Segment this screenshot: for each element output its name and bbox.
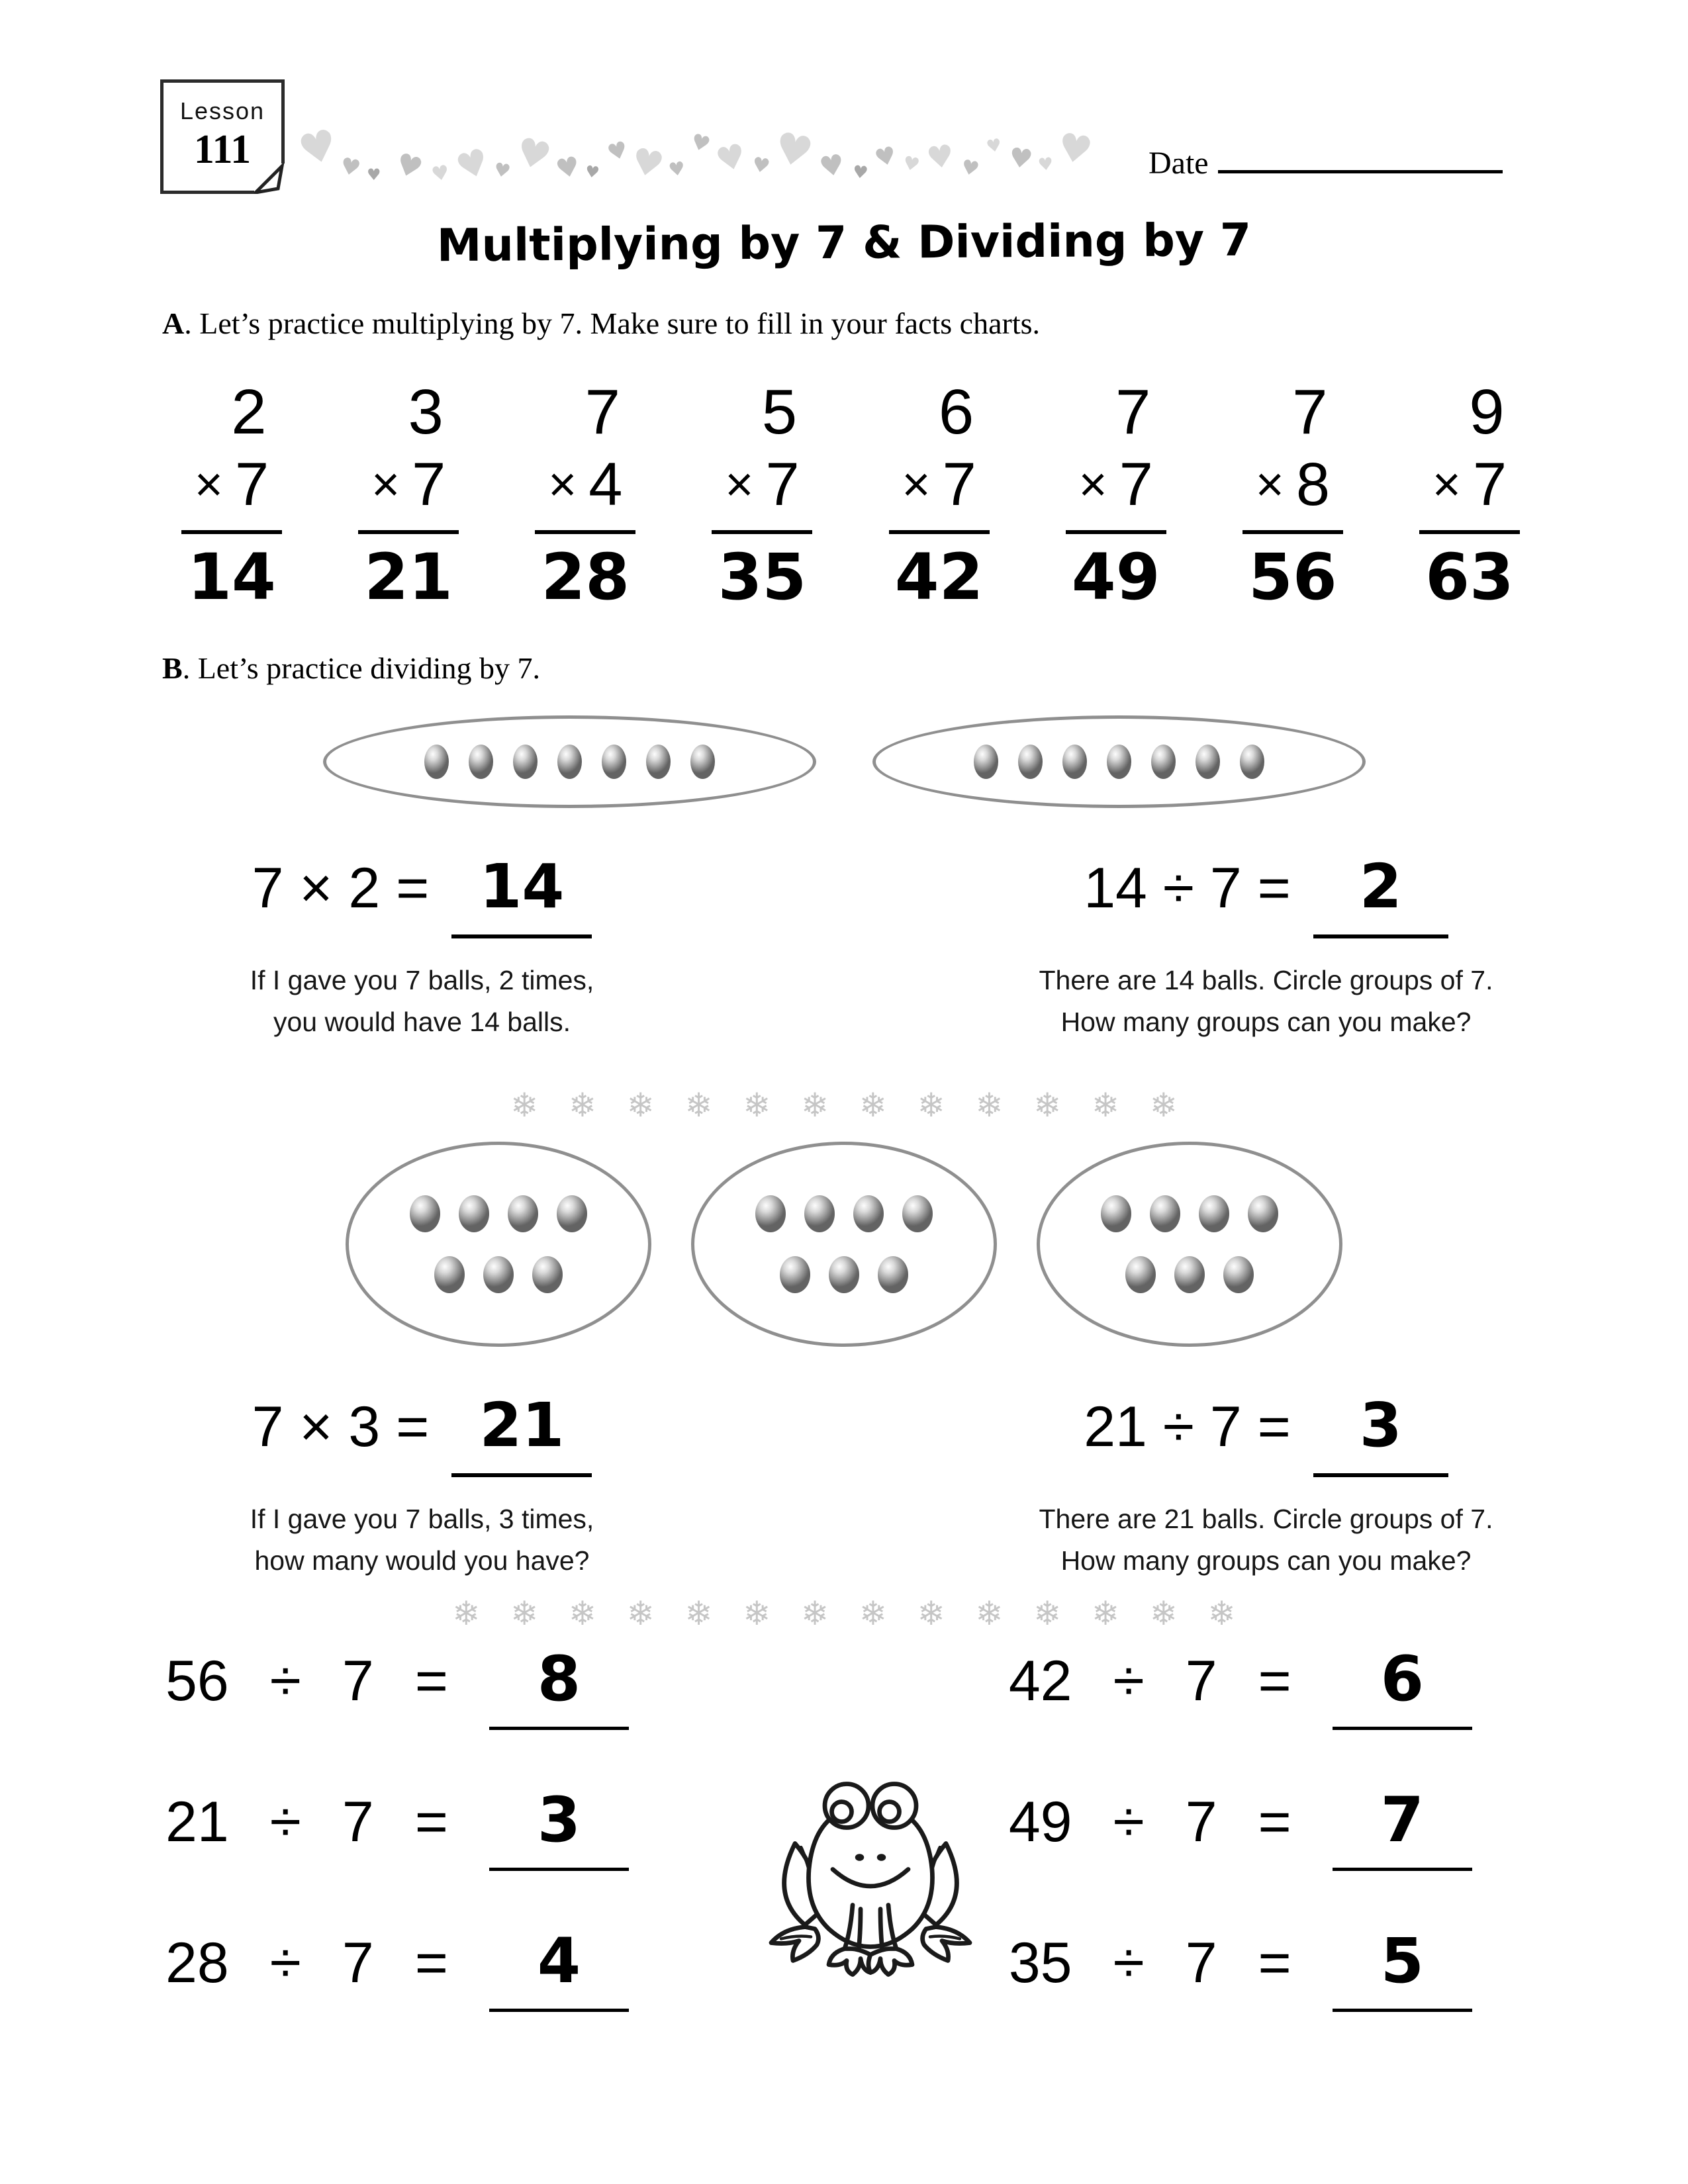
equals-sign: = <box>414 1931 448 1995</box>
multiplier: 7 <box>1119 450 1153 518</box>
group-of-7-balls <box>1037 1142 1342 1347</box>
equals-sign: = <box>414 1790 448 1854</box>
multiplication-problems-row <box>165 377 1536 614</box>
ball <box>602 745 626 779</box>
heart-icon: ♥ <box>1054 124 1096 174</box>
ball <box>1196 745 1220 779</box>
dividend: 35 <box>1008 1931 1072 1995</box>
heart-icon: ♥ <box>984 135 1004 158</box>
ball <box>690 745 715 779</box>
ball-row <box>755 1195 933 1232</box>
caption-line: How many groups can you make? <box>1060 1545 1472 1576</box>
multiplication-problem-3 <box>519 377 651 614</box>
ball <box>1240 745 1264 779</box>
heart-icon: ♥ <box>293 120 343 177</box>
date-field <box>1149 136 1503 181</box>
handwritten-answer[interactable]: 3 <box>489 1790 629 1871</box>
heart-icon: ♥ <box>924 137 957 177</box>
answer: 28 <box>541 540 630 615</box>
division-column-left <box>165 1643 732 2071</box>
times-sign: × <box>548 456 577 512</box>
ball <box>1150 1195 1180 1232</box>
ball <box>804 1195 835 1232</box>
heart-icon: ♥ <box>391 146 427 187</box>
heart-icon: ♥ <box>1037 154 1055 176</box>
equation-row-2 <box>0 1389 1688 1477</box>
multiplier-row <box>342 450 475 520</box>
lesson-label: Lesson <box>179 97 265 124</box>
ball <box>853 1195 884 1232</box>
ball <box>1062 745 1087 779</box>
ball <box>1199 1195 1229 1232</box>
ball <box>1248 1195 1278 1232</box>
ball <box>508 1195 538 1232</box>
group-of-7-balls <box>323 715 816 808</box>
heart-icon: ♥ <box>604 136 632 167</box>
answer-rule <box>889 530 990 534</box>
heart-icon: ♥ <box>688 128 714 158</box>
answer-rule <box>1243 530 1343 534</box>
multiplication-problem-8 <box>1403 377 1536 614</box>
ball <box>469 745 493 779</box>
caption-line: If I gave you 7 balls, 2 times, <box>250 964 594 995</box>
division-equation-2 <box>844 1389 1688 1477</box>
multiplier-row <box>696 450 828 520</box>
times-sign: × <box>1255 456 1284 512</box>
division-problem <box>1008 1643 1529 1730</box>
equation-row-1 <box>0 850 1688 938</box>
multiplier: 7 <box>412 450 446 518</box>
ball <box>424 745 449 779</box>
multiplicand: 2 <box>231 377 267 447</box>
handwritten-answer[interactable]: 7 <box>1333 1790 1472 1871</box>
lesson-number: 111 <box>193 127 252 172</box>
equals-sign: = <box>1258 1649 1291 1713</box>
multiplicand: 5 <box>761 377 798 447</box>
multiplier: 7 <box>765 450 800 518</box>
answer-rule <box>358 530 459 534</box>
equation-text: 21 ÷ 7 = <box>1084 1394 1291 1459</box>
answer: 35 <box>718 540 807 615</box>
section-b-heading <box>162 651 1529 686</box>
division-practice-grid <box>165 1643 1529 2071</box>
section-a-text: . Let’s practice multiplying by 7. Make sure to fill in your facts charts. <box>184 306 1041 340</box>
heart-icon: ♥ <box>430 160 451 187</box>
ball <box>1223 1256 1254 1293</box>
multiplication-problem-4 <box>696 377 828 614</box>
answer: 63 <box>1425 540 1514 615</box>
ball <box>1107 745 1131 779</box>
multiplication-equation-1 <box>0 850 844 938</box>
heart-icon: ♥ <box>511 128 556 181</box>
answer: 49 <box>1071 540 1160 615</box>
ball <box>532 1256 563 1293</box>
times-sign: × <box>1432 456 1461 512</box>
heart-icon: ♥ <box>492 158 512 183</box>
division-problem <box>1008 1925 1529 2012</box>
heart-icon: ♥ <box>667 157 687 181</box>
multiplier-row <box>1050 450 1182 520</box>
ball <box>755 1195 786 1232</box>
division-problem <box>165 1925 732 2012</box>
multiplication-problem-5 <box>873 377 1006 614</box>
multiplication-equation-2 <box>0 1389 844 1477</box>
heart-icon: ♥ <box>584 161 601 183</box>
equals-sign: = <box>1258 1931 1291 1995</box>
snowflake-divider-1: ❄ ❄ ❄ ❄ ❄ ❄ ❄ ❄ ❄ ❄ ❄ ❄ <box>510 1085 1178 1124</box>
equals-sign: = <box>1258 1790 1291 1854</box>
answer: 42 <box>894 540 984 615</box>
equals-sign: = <box>414 1649 448 1713</box>
group-of-7-balls <box>872 715 1366 808</box>
heart-icon: ♥ <box>872 141 900 173</box>
ball <box>829 1256 859 1293</box>
multiplication-caption-2 <box>0 1498 844 1582</box>
caption-line: How many groups can you make? <box>1060 1007 1472 1038</box>
equation-text: 7 × 2 = <box>252 856 430 920</box>
snowflake-divider-2: ❄ ❄ ❄ ❄ ❄ ❄ ❄ ❄ ❄ ❄ ❄ ❄ ❄ ❄ <box>452 1594 1236 1633</box>
multiplication-problem-6 <box>1050 377 1182 614</box>
heart-icon: ♥ <box>769 122 818 179</box>
answer: 56 <box>1248 540 1337 615</box>
caption-line: how many would you have? <box>254 1545 590 1576</box>
divisor: 7 <box>1185 1931 1217 1995</box>
heart-icon: ♥ <box>900 151 922 177</box>
division-column-right <box>1008 1643 1529 2071</box>
ball-row <box>1125 1256 1254 1293</box>
multiplicand: 9 <box>1469 377 1505 447</box>
ball <box>410 1195 440 1232</box>
handwritten-answer[interactable]: 4 <box>489 1931 629 2012</box>
answer-rule <box>535 530 635 534</box>
multiplier-row <box>1403 450 1536 520</box>
caption-line: If I gave you 7 balls, 3 times, <box>250 1503 594 1534</box>
ball-groups-row-1 <box>0 715 1688 808</box>
multiplier: 7 <box>942 450 976 518</box>
divisor: 7 <box>342 1790 374 1854</box>
multiplicand: 7 <box>585 377 620 447</box>
times-sign: × <box>371 456 400 512</box>
ball <box>483 1256 514 1293</box>
times-sign: × <box>902 456 931 512</box>
division-problem <box>1008 1784 1529 1871</box>
divisor: 7 <box>1185 1790 1217 1854</box>
section-a-letter: A <box>162 306 185 340</box>
caption-line: There are 21 balls. Circle groups of 7. <box>1039 1503 1493 1534</box>
equation-text: 7 × 3 = <box>252 1394 430 1459</box>
heart-icon: ♥ <box>628 139 668 187</box>
ball-row <box>410 1195 587 1232</box>
handwritten-answer[interactable]: 6 <box>1333 1649 1472 1730</box>
group-of-7-balls <box>346 1142 651 1347</box>
heart-icon: ♥ <box>338 152 363 183</box>
division-problem <box>165 1784 732 1871</box>
ball <box>1151 745 1176 779</box>
handwritten-answer[interactable]: 8 <box>489 1649 629 1730</box>
dividend: 21 <box>165 1790 229 1854</box>
ball <box>1174 1256 1205 1293</box>
handwritten-answer[interactable]: 5 <box>1333 1931 1472 2012</box>
handwritten-answer[interactable]: 2 <box>1313 856 1448 938</box>
answer: 14 <box>187 540 276 615</box>
ball <box>974 745 998 779</box>
frog-clipart <box>732 1649 1009 2071</box>
ball <box>878 1256 908 1293</box>
handwritten-answer[interactable]: 14 <box>451 856 592 938</box>
times-sign: × <box>725 456 754 512</box>
ball-row <box>1101 1195 1278 1232</box>
ball-row <box>434 1256 563 1293</box>
handwritten-answer[interactable]: 21 <box>451 1395 592 1477</box>
multiplier-row <box>873 450 1006 520</box>
divide-sign: ÷ <box>269 1790 301 1854</box>
ball <box>434 1256 465 1293</box>
division-caption-1 <box>844 960 1688 1044</box>
ball-groups-row-2 <box>0 1142 1688 1347</box>
lesson-number-box <box>160 79 285 194</box>
ball <box>780 1256 810 1293</box>
multiplier-row <box>519 450 651 520</box>
heart-icon: ♥ <box>367 165 381 184</box>
multiplier: 4 <box>588 450 623 518</box>
heart-icon: ♥ <box>712 136 751 181</box>
division-caption-2 <box>844 1498 1688 1582</box>
ball <box>1101 1195 1131 1232</box>
dividend: 56 <box>165 1649 229 1713</box>
answer: 21 <box>364 540 453 615</box>
ball <box>557 1195 587 1232</box>
answer-rule <box>1066 530 1166 534</box>
equation-text: 14 ÷ 7 = <box>1084 856 1291 920</box>
date-blank-line[interactable] <box>1218 136 1503 173</box>
multiplier: 7 <box>235 450 269 518</box>
dividend: 42 <box>1008 1649 1072 1713</box>
ball <box>902 1195 933 1232</box>
divisor: 7 <box>342 1649 374 1713</box>
ball <box>459 1195 489 1232</box>
group-of-7-balls <box>691 1142 997 1347</box>
section-a-heading <box>162 306 1529 341</box>
heart-icon: ♥ <box>750 152 772 179</box>
divide-sign: ÷ <box>1113 1790 1145 1854</box>
caption-line: There are 14 balls. Circle groups of 7. <box>1039 964 1493 995</box>
multiplication-caption-1 <box>0 960 844 1044</box>
multiplication-problem-2 <box>342 377 475 614</box>
divide-sign: ÷ <box>1113 1649 1145 1713</box>
folded-corner-icon <box>254 163 285 194</box>
multiplicand: 6 <box>938 377 974 447</box>
heart-icon: ♥ <box>959 155 982 182</box>
divide-sign: ÷ <box>269 1649 301 1713</box>
division-equation-1 <box>844 850 1688 938</box>
ball <box>557 745 582 779</box>
multiplier: 8 <box>1295 450 1331 518</box>
multiplicand: 3 <box>408 377 444 447</box>
answer-rule <box>1419 530 1520 534</box>
times-sign: × <box>194 456 224 512</box>
divisor: 7 <box>342 1931 374 1995</box>
handwritten-answer[interactable]: 3 <box>1313 1395 1448 1477</box>
ball-row <box>780 1256 908 1293</box>
caption-line: you would have 14 balls. <box>273 1007 571 1038</box>
divisor: 7 <box>1185 1649 1217 1713</box>
multiplier-row <box>1227 450 1359 520</box>
divide-sign: ÷ <box>1113 1931 1145 1995</box>
division-problem <box>165 1643 732 1730</box>
heart-icon: ♥ <box>451 140 494 189</box>
dividend: 49 <box>1008 1790 1072 1854</box>
multiplier: 7 <box>1473 450 1507 518</box>
divide-sign: ÷ <box>269 1931 301 1995</box>
ball <box>1018 745 1043 779</box>
answer-rule <box>181 530 282 534</box>
heart-icon: ♥ <box>851 161 869 184</box>
multiplication-problem-1 <box>165 377 298 614</box>
caption-row-2 <box>0 1498 1688 1582</box>
times-sign: × <box>1078 456 1107 512</box>
heart-icon: ♥ <box>816 148 847 184</box>
caption-row-1 <box>0 960 1688 1044</box>
answer-rule <box>712 530 812 534</box>
worksheet-title: Multiplying by 7 & Dividing by 7 <box>436 214 1252 273</box>
ball <box>1125 1256 1156 1293</box>
ball <box>646 745 671 779</box>
heart-icon: ♥ <box>553 150 583 186</box>
date-label: Date <box>1149 146 1209 181</box>
section-b-letter: B <box>162 651 183 685</box>
section-b-text: . Let’s practice dividing by 7. <box>182 651 541 685</box>
dividend: 28 <box>165 1931 229 1995</box>
multiplier-row <box>165 450 298 520</box>
ball <box>513 745 538 779</box>
multiplication-problem-7 <box>1227 377 1359 614</box>
heart-icon: ♥ <box>1006 142 1035 176</box>
multiplicand: 7 <box>1292 377 1328 447</box>
multiplicand: 7 <box>1115 377 1151 447</box>
page-header <box>0 0 1688 199</box>
